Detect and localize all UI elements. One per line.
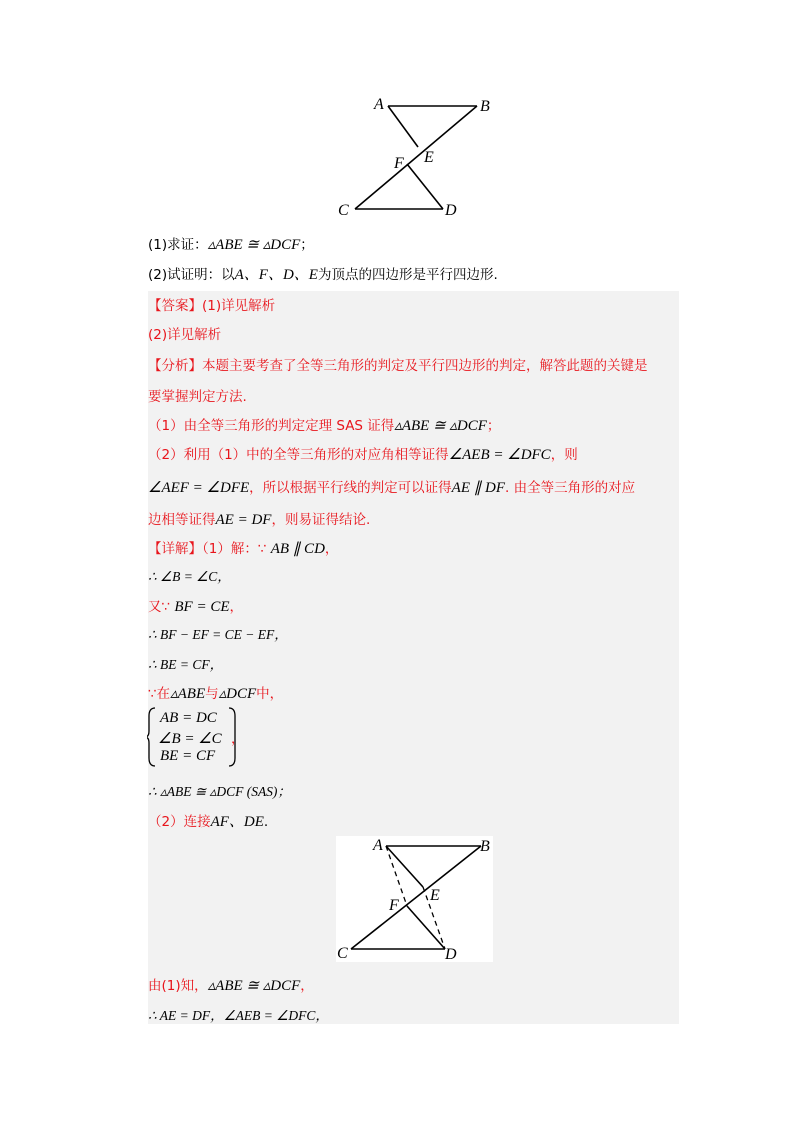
detail-line-5: ∴ BE = CF， [148, 657, 224, 672]
detail-label: 【详解】 [148, 541, 202, 557]
analysis-line-5 [148, 476, 635, 497]
analysis-label: 【分析】 [148, 358, 202, 374]
answer-label: 【答案】 [148, 298, 202, 314]
q2-points: A、F、D、E [234, 267, 318, 283]
detail-8c: . [263, 814, 269, 830]
analysis-line-6 [148, 508, 370, 529]
system-eq-1: AB = DC [160, 710, 217, 726]
analysis-5b: ，所以根据平行线的判定可以证得 [249, 480, 452, 496]
analysis-line-3 [148, 414, 500, 435]
fig2-label-d: D [445, 946, 457, 962]
analysis-6c: ，则易证得结论. [271, 512, 371, 528]
detail-3a: 又∵ [148, 599, 175, 615]
analysis-4a: （2）利用（1）中的全等三角形的对应角相等证得 [148, 447, 449, 463]
detail-9a: 由(1)知， [148, 978, 208, 994]
q1-expr: ▵ABE ≅ ▵DCF [207, 237, 301, 253]
analysis-line-1 [148, 354, 648, 374]
detail-line-3 [148, 595, 243, 616]
fig2-label-f: F [389, 897, 399, 914]
fig2-label-b: B [480, 838, 490, 855]
detail-6c: 与 [205, 686, 219, 702]
detail-6a: ∵在 [148, 686, 171, 702]
detail-line-1 [148, 537, 338, 558]
analysis-text-1: 本题主要考查了全等三角形的判定及平行四边形的判定，解答此题的关键是 [202, 358, 648, 374]
detail-1b: AB ∥ CD [270, 541, 325, 557]
fig2-label-c: C [337, 945, 348, 962]
analysis-5d: . 由全等三角形的对应 [505, 480, 636, 496]
label-a: A [374, 96, 384, 113]
label-b: B [480, 98, 490, 115]
detail-1a: （1）解：∵ [202, 541, 271, 557]
detail-9c: ， [300, 978, 314, 994]
detail-9b: ▵ABE ≅ ▵DCF [207, 978, 301, 994]
analysis-3c: ； [486, 418, 501, 434]
detail-line-10: ∴ AE = DF，∠AEB = ∠DFC， [148, 1008, 329, 1023]
detail-1c: ， [324, 541, 339, 557]
detail-line-9 [148, 974, 314, 995]
detail-8a: （2）连接 [148, 814, 211, 830]
detail-3b: BF = CE [174, 599, 230, 615]
label-e: E [424, 149, 434, 166]
analysis-5c: AE ∥ DF [451, 480, 505, 496]
label-c: C [338, 202, 349, 219]
q1-prefix: (1)求证： [148, 237, 208, 253]
detail-line-8 [148, 810, 268, 831]
system-eq-3: BE = CF [160, 748, 216, 764]
detail-8b: AF、DE [210, 814, 264, 830]
q2-part1: (2)试证明：以 [148, 267, 235, 283]
analysis-3a: （1）由全等三角形的判定定理 SAS 证得 [148, 418, 395, 434]
detail-6b: ▵ABE [170, 686, 206, 702]
answer-line-2: (2)详见解析 [148, 327, 222, 343]
detail-3c: ， [229, 599, 244, 615]
analysis-line-2: 要掌握判定方法. [148, 389, 247, 405]
detail-line-7: ∴ ▵ABE ≅ ▵DCF (SAS)； [148, 784, 291, 799]
label-f: F [394, 155, 404, 172]
q2-part2: 为顶点的四边形是平行四边形. [317, 267, 498, 283]
detail-6d: ▵DCF [218, 686, 257, 702]
answer-line-1 [148, 294, 275, 314]
analysis-5a: ∠AEF = ∠DFE [148, 480, 250, 496]
q1-suffix: ； [300, 237, 314, 253]
detail-line-4: ∴ BF − EF = CE − EF， [148, 627, 288, 642]
analysis-4c: ，则 [550, 447, 578, 463]
analysis-6b: AE = DF [215, 512, 272, 528]
detail-line-2: ∴ ∠B = ∠C， [148, 569, 231, 584]
detail-line-6 [148, 682, 283, 703]
system-eq-2: ∠B = ∠C [158, 731, 222, 747]
figure-1 [330, 90, 510, 225]
analysis-6a: 边相等证得 [148, 512, 216, 528]
answer-1: (1)详见解析 [202, 298, 276, 314]
question-1 [148, 233, 314, 254]
label-d: D [445, 202, 457, 219]
fig2-label-e: E [430, 887, 440, 904]
analysis-4b: ∠AEB = ∠DFC [448, 447, 551, 463]
analysis-line-4 [148, 443, 578, 464]
analysis-3b: ▵ABE ≅ ▵DCF [394, 418, 487, 434]
fig2-label-a: A [373, 837, 383, 854]
question-2 [148, 263, 498, 284]
system-comma: ， [231, 731, 245, 747]
figure-2 [336, 836, 493, 962]
detail-6e: 中， [256, 686, 284, 702]
